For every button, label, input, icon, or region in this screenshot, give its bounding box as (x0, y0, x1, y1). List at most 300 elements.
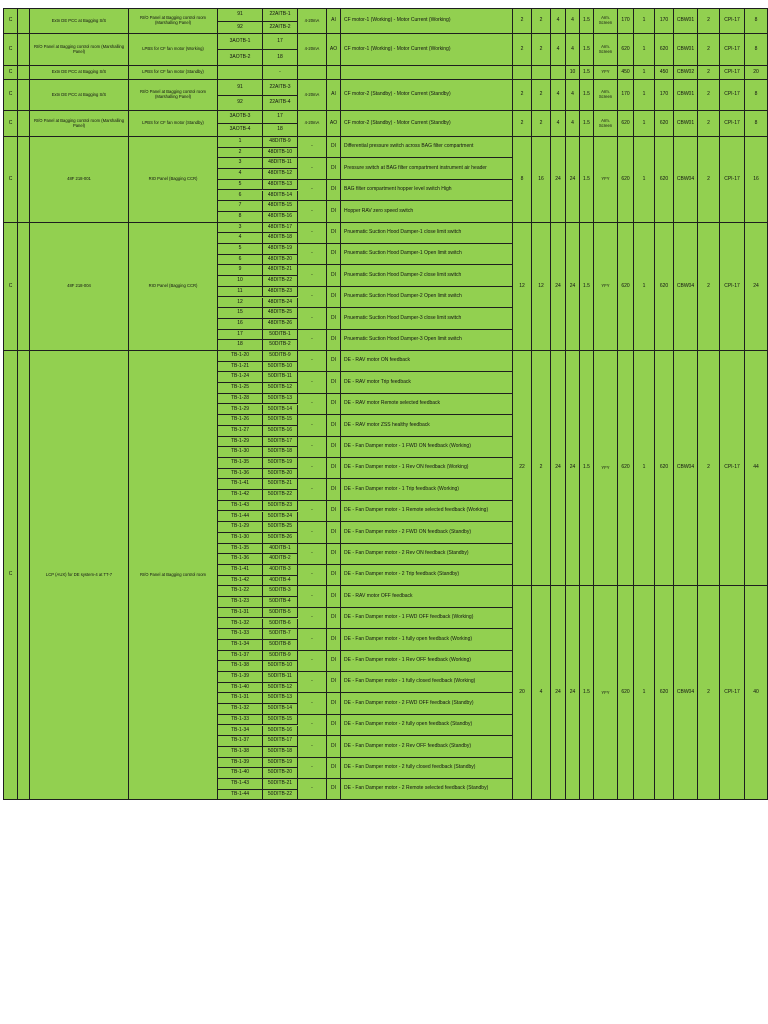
terminal-from: TB-1-34 (218, 726, 263, 737)
signal-type: DI (327, 565, 341, 586)
terminal-from: TB-1-33 (218, 629, 263, 640)
length: 620 (618, 111, 634, 137)
destination-location: LPBS for CF fan motor (Standby) (129, 66, 218, 80)
signal-type: DI (327, 479, 341, 500)
terminal-to: 40DITB-3 (263, 565, 298, 576)
terminal-to: 50DITB-15 (263, 415, 298, 426)
signal-description: Hopper RAV zero speed switch (341, 201, 513, 222)
signal-type: DI (327, 330, 341, 351)
terminal-from: TB-1-38 (218, 747, 263, 758)
cores-spare: 2 (532, 111, 551, 137)
cores-used: 2 (513, 34, 532, 66)
terminal-from: TB-1-41 (218, 565, 263, 576)
terminal-from: 92 (218, 22, 263, 35)
terminal-to: 50DITB-7 (263, 629, 298, 640)
cable-ref: CBW04 (674, 586, 698, 800)
cable-schedule-sheet (3, 8, 768, 800)
cores-used: 2 (513, 9, 532, 34)
terminal-to: 50DITB-13 (263, 693, 298, 704)
signal-pair: - (298, 565, 327, 586)
terminal-from: TB-1-44 (218, 512, 263, 523)
terminal-from: 3AOTB-1 (218, 34, 263, 50)
signal-description: DE - Fan Damper motor - 2 FWD ON feedback (Standby) (341, 522, 513, 543)
cores-used (513, 66, 532, 80)
cores-used: 8 (513, 137, 532, 223)
signal-description: DE - Fan Damper motor - 1 fully closed feedback (Working) (341, 672, 513, 693)
terminal-to: 48DITB-10 (263, 148, 298, 159)
terminal-to: 50DITB-24 (263, 512, 298, 523)
terminal-from: 7 (218, 201, 263, 212)
terminal-to: 50DITB-1 (263, 330, 298, 341)
terminal-from: 8 (218, 212, 263, 223)
signal-pair: - (298, 201, 327, 222)
signal-type: DI (327, 629, 341, 650)
signal-range: 4-20mA (298, 34, 327, 66)
signal-pair: - (298, 693, 327, 714)
terminal-to: 40DITB-1 (263, 544, 298, 555)
signal-pair: - (298, 244, 327, 265)
length: 620 (618, 223, 634, 351)
qty: 1 (634, 223, 655, 351)
signal-type: DI (327, 608, 341, 629)
signal-description: Pnuematic Suction Hood Damper-1 Open limit switch (341, 244, 513, 265)
terminal-from: 17 (218, 330, 263, 341)
signal-pair: - (298, 544, 327, 565)
length: 170 (618, 9, 634, 34)
ferrules: 8 (745, 9, 768, 34)
qty: 1 (634, 66, 655, 80)
cable-size: 1.5 (580, 80, 594, 111)
terminal-to: 50DITB-25 (263, 522, 298, 533)
signal-description: DE - Fan Damper motor - 2 fully closed feedback (Standby) (341, 758, 513, 779)
terminal-from: 1 (218, 137, 263, 148)
glands: 2 (698, 111, 720, 137)
terminal-to: 22AITB-4 (263, 96, 298, 112)
terminal-to: 48DITB-26 (263, 319, 298, 330)
terminal-from: 5 (218, 180, 263, 191)
terminal-from: TB-1-32 (218, 619, 263, 630)
terminal-from: 16 (218, 319, 263, 330)
cores-spare: 4 (532, 586, 551, 800)
signal-description: CF motor-2 (Standby) - Motor Current (Standby) (341, 111, 513, 137)
signal-pair: - (298, 522, 327, 543)
signal-description: Differential pressure switch across BAG filter compartment (341, 137, 513, 158)
source-location: 48F 218-004 (30, 223, 129, 351)
row-class: C (4, 9, 18, 34)
cable-ref: CBW01 (674, 111, 698, 137)
terminal-from: TB-1-28 (218, 394, 263, 405)
signal-description: DE - Fan Damper motor - 2 Rev OFF feedback (Standby) (341, 736, 513, 757)
length: 620 (618, 586, 634, 800)
cores-spare: 12 (532, 223, 551, 351)
terminal-to: 50DITB-22 (263, 790, 298, 801)
terminal-to: 48DITB-16 (263, 212, 298, 223)
terminal-to: 50DITB-20 (263, 469, 298, 480)
terminal-to: 50DITB-9 (263, 351, 298, 362)
terminal-from: TB-1-41 (218, 479, 263, 490)
terminal-from: TB-1-31 (218, 608, 263, 619)
signal-type: DI (327, 137, 341, 158)
terminal-to: 50DITB-16 (263, 726, 298, 737)
total-length: 620 (655, 223, 674, 351)
row-blank (18, 34, 30, 66)
signal-pair: - (298, 715, 327, 736)
terminal-to: 48DITB-12 (263, 169, 298, 180)
signal-range: 4-20mA (298, 111, 327, 137)
terminal-from: 3AOTB-4 (218, 124, 263, 137)
terminal-to: 48DITB-25 (263, 308, 298, 319)
destination-location: RI/O Panel at Bagging control room (129, 351, 218, 800)
cable-cores: 4 (566, 9, 580, 34)
cable-cores: 24 (566, 137, 580, 223)
cable-size: 1.5 (580, 223, 594, 351)
glands: 2 (698, 586, 720, 800)
signal-type: DI (327, 180, 341, 201)
terminal-to: 48DITB-15 (263, 201, 298, 212)
terminal-to: 50DITB-4 (263, 597, 298, 608)
terminal-from: TB-1-42 (218, 576, 263, 587)
terminal-to: 50DITB-5 (263, 608, 298, 619)
terminal-to: 17 (263, 111, 298, 124)
row-class: C (4, 80, 18, 111)
signal-type: DI (327, 158, 341, 179)
cable-size: 1.5 (580, 137, 594, 223)
glands: 2 (698, 9, 720, 34)
panel-ref: CPI-17 (720, 351, 745, 586)
total-length: 170 (655, 80, 674, 111)
qty: 1 (634, 9, 655, 34)
terminal-from: TB-1-39 (218, 672, 263, 683)
row-blank (18, 137, 30, 223)
terminal-from: TB-1-29 (218, 437, 263, 448)
signal-description: DE - Fan Damper motor - 1 Rev OFF feedback (Working) (341, 651, 513, 672)
qty: 1 (634, 137, 655, 223)
ferrules: 20 (745, 66, 768, 80)
terminal-to: 48DITB-21 (263, 265, 298, 276)
terminal-to: 50DITB-11 (263, 372, 298, 383)
terminal-from: TB-1-42 (218, 490, 263, 501)
source-location: Extn DE PCC at Bagging S/S (30, 66, 129, 80)
signal-pair: - (298, 415, 327, 436)
signal-pair: - (298, 265, 327, 286)
row-class: C (4, 137, 18, 223)
terminal-to: 48DITB-17 (263, 223, 298, 234)
terminal-to: 50DITB-16 (263, 426, 298, 437)
signal-description: DE - RAV motor Trip feedback (341, 372, 513, 393)
terminal-to: - (263, 66, 298, 80)
signal-pair: - (298, 672, 327, 693)
signal-description: DE - Fan Damper motor - 2 fully open feedback (Standby) (341, 715, 513, 736)
terminal-to: 50DITB-11 (263, 672, 298, 683)
cable-size: 1.5 (580, 111, 594, 137)
terminal-from: 4 (218, 233, 263, 244)
terminal-from: TB-1-43 (218, 779, 263, 790)
signal-description: DE - Fan Damper motor - 1 FWD ON feedback (Working) (341, 437, 513, 458)
terminal-to: 50DITB-9 (263, 651, 298, 662)
terminal-from: TB-1-36 (218, 469, 263, 480)
signal-pair: - (298, 437, 327, 458)
terminal-from: TB-1-35 (218, 544, 263, 555)
destination-location: RI/O Panel at Bagging control room (Marshalling Panel) (129, 9, 218, 34)
signal-description: Pnuematic Suction Hood Damper-3 close limit switch (341, 308, 513, 329)
total-cores: 4 (551, 9, 566, 34)
signal-pair: - (298, 629, 327, 650)
terminal-to: 18 (263, 50, 298, 66)
terminal-to: 50DITB-23 (263, 501, 298, 512)
cores-used: 20 (513, 586, 532, 800)
signal-type: DI (327, 372, 341, 393)
terminal-from: 11 (218, 287, 263, 298)
terminal-to: 48DITB-14 (263, 191, 298, 202)
signal-type: DI (327, 586, 341, 607)
signal-pair: - (298, 330, 327, 351)
signal-description: DE - Fan Damper motor - 1 Trip feedback (Working) (341, 479, 513, 500)
total-cores: 24 (551, 586, 566, 800)
cable-ref: CBW04 (674, 223, 698, 351)
cable-ref: CBW01 (674, 80, 698, 111)
terminal-from: TB-1-38 (218, 661, 263, 672)
length: 450 (618, 66, 634, 80)
terminal-to: 50DITB-22 (263, 490, 298, 501)
signal-type: DI (327, 437, 341, 458)
total-length: 620 (655, 586, 674, 800)
ferrules: 44 (745, 351, 768, 586)
terminal-from: 3AOTB-3 (218, 111, 263, 124)
total-length: 620 (655, 34, 674, 66)
signal-pair: - (298, 651, 327, 672)
signal-type: DI (327, 351, 341, 372)
cable-type: YFY (594, 66, 618, 80)
glands: 2 (698, 80, 720, 111)
cable-type: YFY (594, 223, 618, 351)
terminal-to: 50DITB-8 (263, 640, 298, 651)
qty: 1 (634, 80, 655, 111)
ferrules: 40 (745, 586, 768, 800)
signal-pair: - (298, 779, 327, 800)
signal-pair: - (298, 458, 327, 479)
cable-size: 1.5 (580, 9, 594, 34)
terminal-from: TB-1-23 (218, 597, 263, 608)
terminal-from: TB-1-30 (218, 533, 263, 544)
signal-description: CF motor-1 (Working) - Motor Current (Working) (341, 34, 513, 66)
signal-description: DE - RAV motor ON feedback (341, 351, 513, 372)
row-class: C (4, 223, 18, 351)
signal-type: DI (327, 715, 341, 736)
signal-pair: - (298, 501, 327, 522)
signal-description: DE - Fan Damper motor - 1 Rev ON feedback (Working) (341, 458, 513, 479)
cable-type: Arm. Screen (594, 80, 618, 111)
ferrules: 16 (745, 137, 768, 223)
signal-type: DI (327, 265, 341, 286)
signal-pair: - (298, 758, 327, 779)
row-blank (18, 111, 30, 137)
terminal-from: 9 (218, 265, 263, 276)
terminal-from: 15 (218, 308, 263, 319)
terminal-from: TB-1-31 (218, 693, 263, 704)
signal-description: DE - RAV motor OFF feedback (341, 586, 513, 607)
total-cores: 4 (551, 34, 566, 66)
cable-ref: CBW01 (674, 9, 698, 34)
signal-type: DI (327, 201, 341, 222)
row-blank (18, 80, 30, 111)
signal-pair: - (298, 736, 327, 757)
cable-type: YFY (594, 137, 618, 223)
cable-type: Arm. Screen (594, 9, 618, 34)
terminal-from: TB-1-32 (218, 704, 263, 715)
signal-description: DE - Fan Damper motor - 1 FWD OFF feedback (Working) (341, 608, 513, 629)
terminal-from: TB-1-39 (218, 758, 263, 769)
signal-type: DI (327, 758, 341, 779)
terminal-from: TB-1-40 (218, 683, 263, 694)
terminal-to: 48DITB-23 (263, 287, 298, 298)
glands: 2 (698, 66, 720, 80)
terminal-to: 40DITB-2 (263, 554, 298, 565)
cable-ref: CBW04 (674, 137, 698, 223)
signal-description: CF motor-1 (Working) - Motor Current (Working) (341, 9, 513, 34)
signal-type: DI (327, 651, 341, 672)
signal-description: DE - Fan Damper motor - 1 fully open feedback (Working) (341, 629, 513, 650)
cores-used: 2 (513, 80, 532, 111)
terminal-to: 50DITB-3 (263, 586, 298, 597)
ferrules: 24 (745, 223, 768, 351)
source-location: Extn DE PCC at Bagging S/S (30, 9, 129, 34)
qty: 1 (634, 34, 655, 66)
terminal-to: 50DITB-12 (263, 683, 298, 694)
signal-type: AI (327, 80, 341, 111)
glands: 2 (698, 351, 720, 586)
cable-size: 1.5 (580, 586, 594, 800)
signal-range: 4-20mA (298, 80, 327, 111)
signal-pair: - (298, 287, 327, 308)
terminal-from: 2 (218, 148, 263, 159)
row-blank (18, 223, 30, 351)
terminal-to: 18 (263, 124, 298, 137)
terminal-to: 48DITB-22 (263, 276, 298, 287)
panel-ref: CPI-17 (720, 66, 745, 80)
signal-type: AO (327, 34, 341, 66)
destination-location: RIO Panel (Bagging CCR) (129, 223, 218, 351)
terminal-to: 40DITB-4 (263, 576, 298, 587)
terminal-to: 50DITB-19 (263, 758, 298, 769)
terminal-to: 50DITB-21 (263, 779, 298, 790)
cores-used: 12 (513, 223, 532, 351)
signal-pair: - (298, 586, 327, 607)
length: 620 (618, 137, 634, 223)
terminal-to: 50DITB-14 (263, 704, 298, 715)
row-blank (18, 66, 30, 80)
terminal-from: 6 (218, 191, 263, 202)
glands: 2 (698, 34, 720, 66)
cores-spare: 2 (532, 80, 551, 111)
terminal-to: 48DITB-24 (263, 298, 298, 309)
signal-type: AO (327, 111, 341, 137)
terminal-to: 22AITB-3 (263, 80, 298, 96)
cable-cores: 4 (566, 80, 580, 111)
terminal-from: 4 (218, 169, 263, 180)
cable-ref: CBW01 (674, 34, 698, 66)
terminal-to: 50DITB-15 (263, 715, 298, 726)
destination-location: RIO Panel (Bagging CCR) (129, 137, 218, 223)
total-cores: 4 (551, 80, 566, 111)
signal-type: DI (327, 779, 341, 800)
terminal-to: 17 (263, 34, 298, 50)
signal-pair: - (298, 351, 327, 372)
signal-pair: - (298, 372, 327, 393)
cores-spare: 2 (532, 9, 551, 34)
signal-type: DI (327, 501, 341, 522)
signal-description: DE - RAV motor ZSS healthy feedback (341, 415, 513, 436)
terminal-from: 5 (218, 244, 263, 255)
terminal-from: TB-1-35 (218, 458, 263, 469)
cable-ref: CBW02 (674, 66, 698, 80)
panel-ref: CPI-17 (720, 111, 745, 137)
cable-cores: 4 (566, 111, 580, 137)
ferrules: 8 (745, 111, 768, 137)
signal-description: DE - Fan Damper motor - 1 Remote selected feedback (Working) (341, 501, 513, 522)
signal-description: Pnuematic Suction Hood Damper-3 Open limit switch (341, 330, 513, 351)
length: 620 (618, 351, 634, 586)
signal-pair: - (298, 223, 327, 244)
signal-description: CF motor-2 (Standby) - Motor Current (Standby) (341, 80, 513, 111)
cable-cores: 24 (566, 351, 580, 586)
signal-type: DI (327, 244, 341, 265)
signal-pair: - (298, 479, 327, 500)
terminal-to: 48DITB-9 (263, 137, 298, 148)
terminal-from: 91 (218, 80, 263, 96)
signal-description: BAG filter compartment hopper level switch High (341, 180, 513, 201)
terminal-from: 3 (218, 223, 263, 234)
terminal-to: 50DITB-12 (263, 383, 298, 394)
signal-type: DI (327, 544, 341, 565)
destination-location: RI/O Panel at Bagging control room (Marshalling Panel) (129, 80, 218, 111)
total-length: 450 (655, 66, 674, 80)
signal-type: DI (327, 287, 341, 308)
source-location: Extn DE PCC at Bagging S/S (30, 80, 129, 111)
terminal-from: TB-1-33 (218, 715, 263, 726)
terminal-from: TB-1-40 (218, 768, 263, 779)
panel-ref: CPI-17 (720, 223, 745, 351)
terminal-from: 3AOTB-2 (218, 50, 263, 66)
signal-type: DI (327, 415, 341, 436)
row-class: C (4, 111, 18, 137)
source-location: RI/O Panel at Bagging control room (Marshalling Panel) (30, 111, 129, 137)
terminal-to: 50DITB-26 (263, 533, 298, 544)
glands: 2 (698, 223, 720, 351)
signal-pair: - (298, 180, 327, 201)
source-location: RI/O Panel at Bagging control room (Marshalling Panel) (30, 34, 129, 66)
panel-ref: CPI-17 (720, 9, 745, 34)
terminal-from (218, 66, 263, 80)
terminal-to: 48DITB-19 (263, 244, 298, 255)
signal-range (298, 66, 327, 80)
signal-type: DI (327, 394, 341, 415)
terminal-from: 18 (218, 340, 263, 351)
signal-description: DE - Fan Damper motor - 2 Remote selected feedback (Standby) (341, 779, 513, 800)
terminal-from: TB-1-37 (218, 651, 263, 662)
terminal-from: TB-1-34 (218, 640, 263, 651)
signal-description: Pnuematic Suction Hood Damper-2 close limit switch (341, 265, 513, 286)
terminal-to: 50DITB-17 (263, 437, 298, 448)
cable-type: Arm. Screen (594, 34, 618, 66)
ferrules: 8 (745, 34, 768, 66)
qty: 1 (634, 586, 655, 800)
row-class: C (4, 351, 18, 800)
terminal-from: TB-1-26 (218, 415, 263, 426)
total-cores: 24 (551, 223, 566, 351)
terminal-to: 50DITB-10 (263, 362, 298, 373)
cores-spare: 2 (532, 351, 551, 586)
terminal-from: TB-1-29 (218, 405, 263, 416)
